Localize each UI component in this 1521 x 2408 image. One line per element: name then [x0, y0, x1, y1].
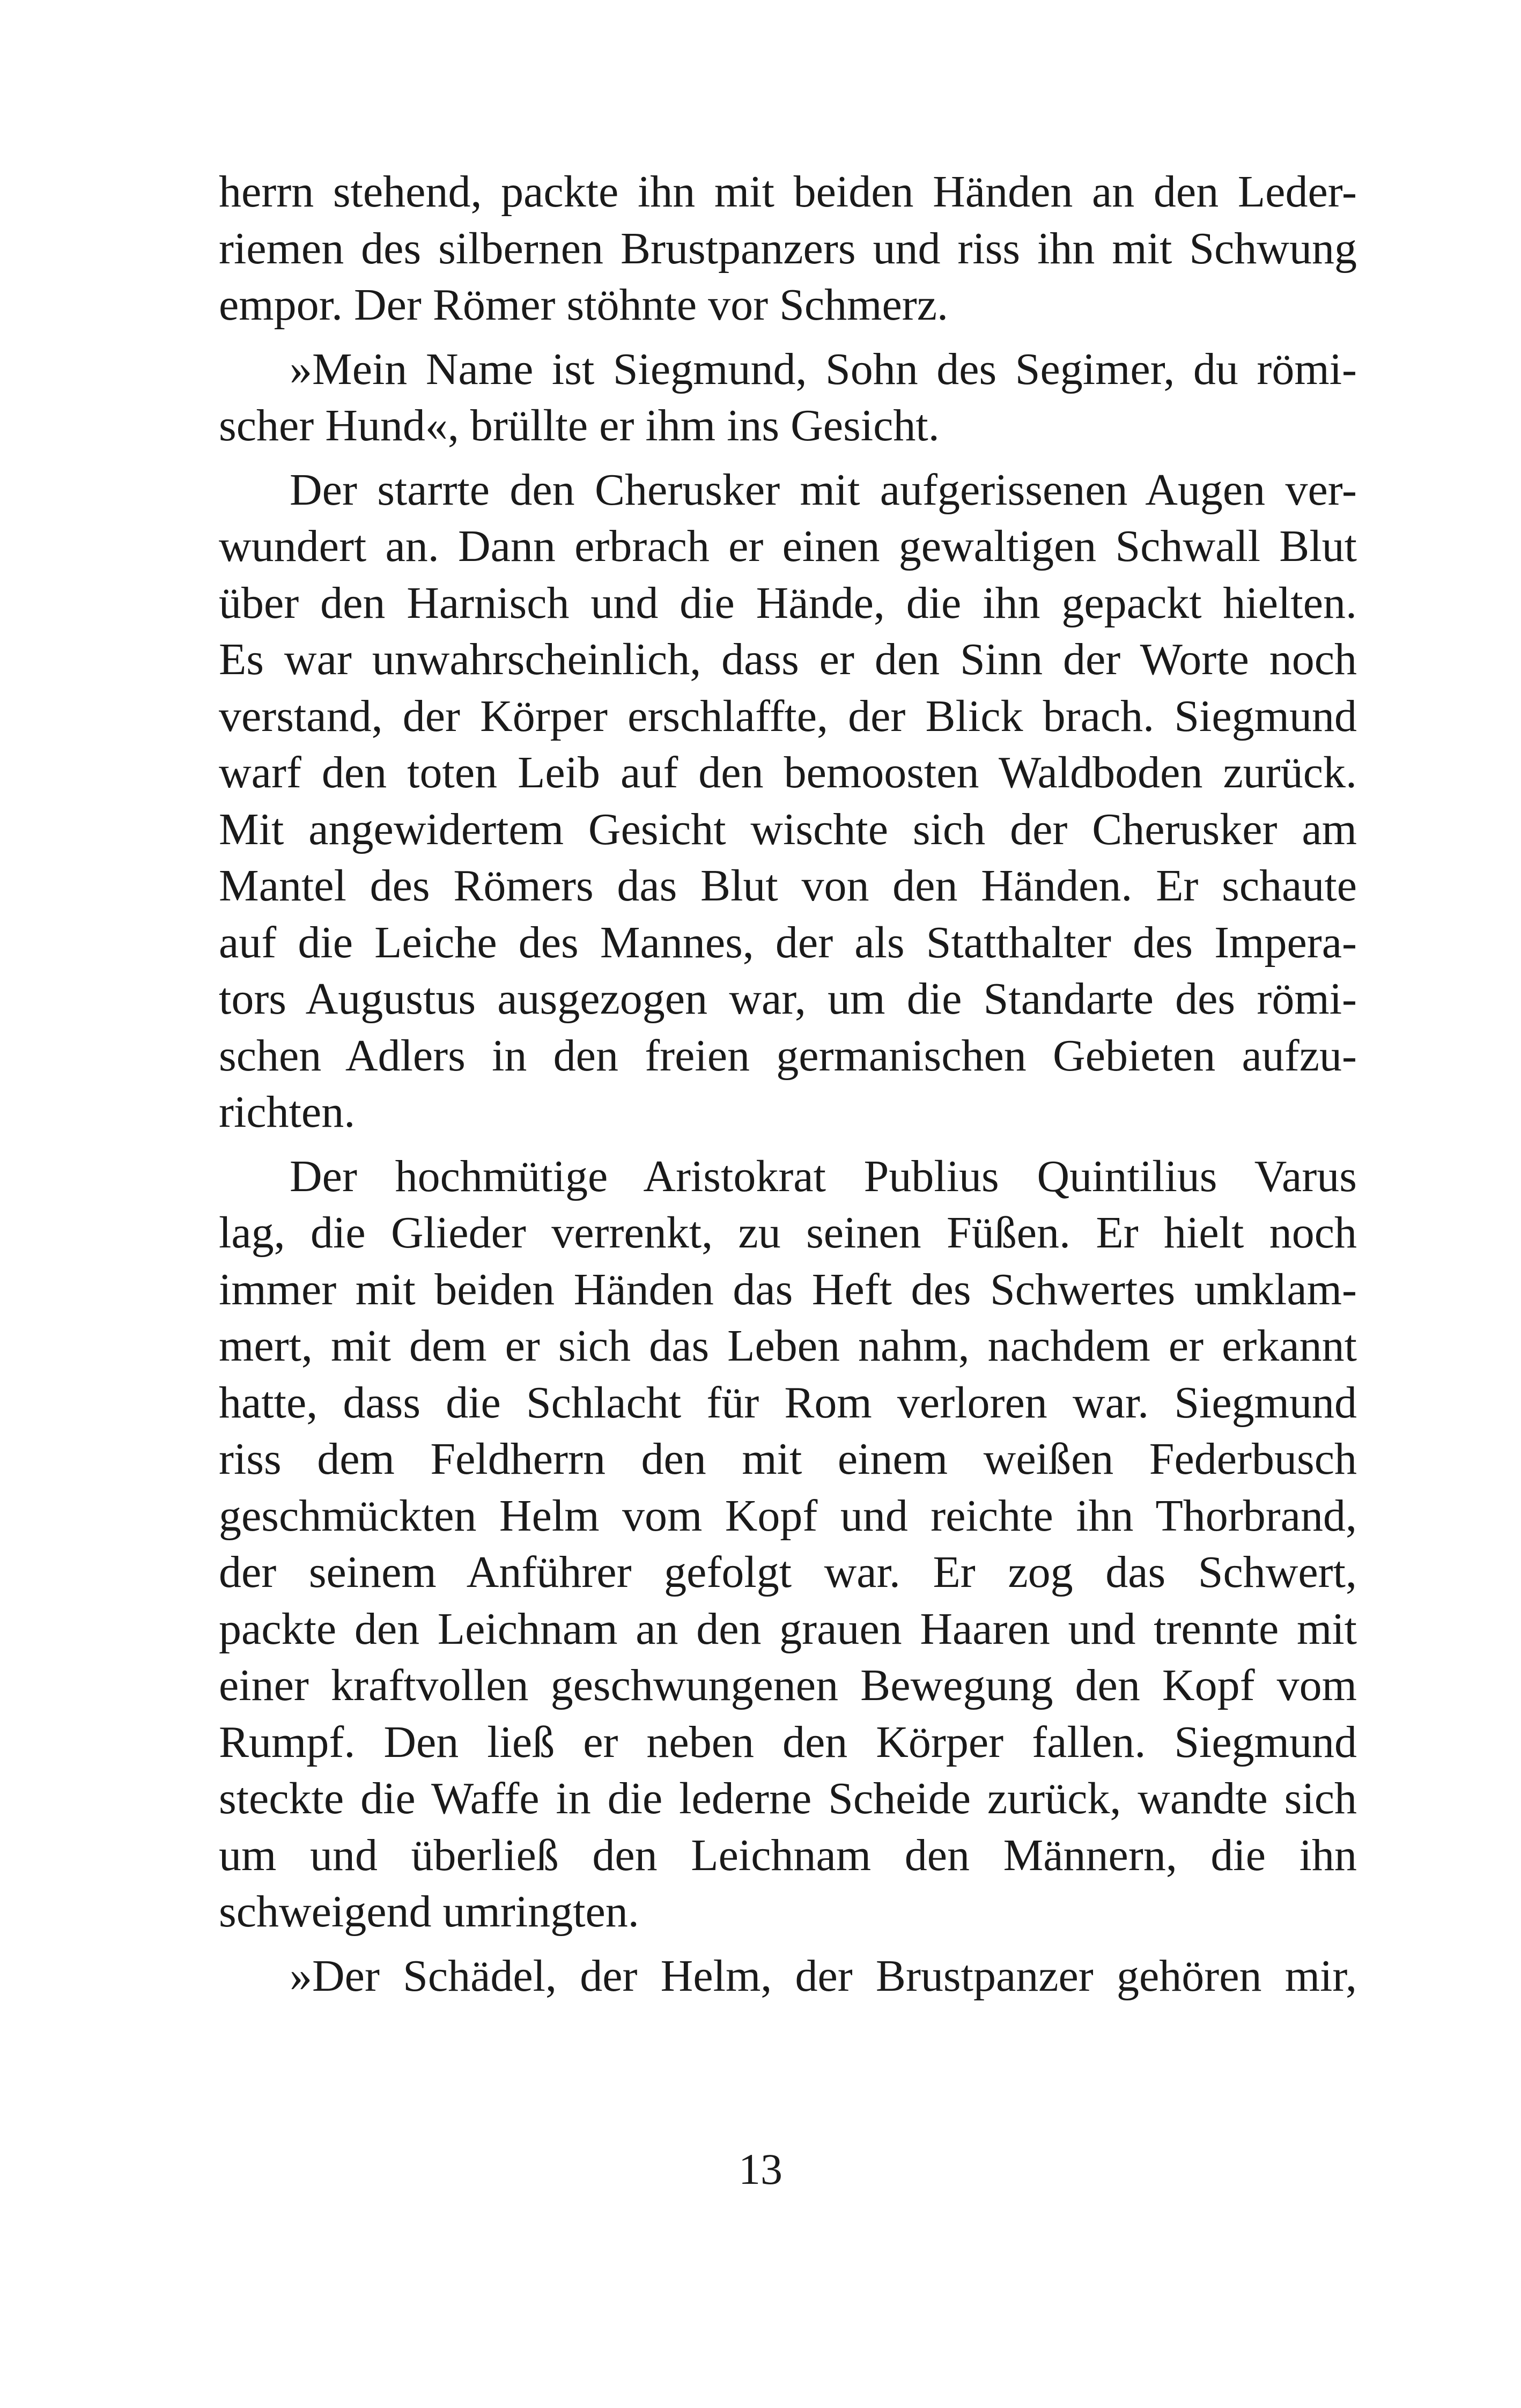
paragraph [219, 1148, 1357, 1940]
text-line: packte den Leichnam an den grauen Haaren und trennte mit [219, 1604, 1357, 1654]
text-line: um und überließ den Leichnam den Männern, die ihn [219, 1830, 1357, 1880]
text-line: mert, mit dem er sich das Leben nahm, nachdem er erkannt [219, 1321, 1357, 1371]
text-line: einer kraftvollen geschwungenen Bewegung den Kopf vom [219, 1660, 1357, 1710]
paragraph [219, 341, 1357, 454]
text-line: hatte, dass die Schlacht für Rom verloren war. Siegmund [219, 1377, 1357, 1428]
paragraph [219, 164, 1357, 334]
text-line: Mantel des Römers das Blut von den Händen. Er schaute [219, 861, 1357, 911]
text-line: Der hochmütige Aristokrat Publius Quintilius Varus [290, 1151, 1357, 1201]
text-line: über den Harnisch und die Hände, die ihn gepackt hielten. [219, 578, 1357, 628]
text-line: schweigend umringten. [219, 1887, 639, 1937]
text-line: schen Adlers in den freien germanischen Gebieten aufzu- [219, 1030, 1357, 1081]
paragraph [219, 462, 1357, 1141]
text-line: verstand, der Körper erschlaffte, der Blick brach. Siegmund [219, 691, 1357, 741]
body-text [219, 164, 1357, 2012]
text-line: warf den toten Leib auf den bemoosten Waldboden zurück. [219, 748, 1357, 797]
text-line: Rumpf. Den ließ er neben den Körper fallen. Siegmund [219, 1717, 1357, 1767]
text-line: der seinem Anführer gefolgt war. Er zog das Schwert, [219, 1547, 1357, 1597]
text-line: Der starrte den Cherusker mit aufgerissenen Augen ver- [290, 464, 1357, 515]
text-line: »Mein Name ist Siegmund, Sohn des Segimer, du römi- [290, 344, 1357, 394]
text-line: immer mit beiden Händen das Heft des Schwertes umklam- [219, 1264, 1357, 1314]
text-line: tors Augustus ausgezogen war, um die Standarte des römi- [219, 974, 1357, 1024]
text-line: richten. [219, 1087, 356, 1137]
text-line: steckte die Waffe in die lederne Scheide zurück, wandte sich [219, 1774, 1357, 1823]
page-number: 13 [739, 2145, 782, 2193]
text-line: auf die Leiche des Mannes, der als Statthalter des Impera- [219, 917, 1357, 967]
paragraph [219, 1948, 1357, 2005]
text-line: »Der Schädel, der Helm, der Brustpanzer gehören mir, [290, 1951, 1357, 2001]
text-line: herrn stehend, packte ihn mit beiden Händen an den Leder- [219, 167, 1357, 217]
text-line: geschmückten Helm vom Kopf und reichte ihn Thorbrand, [219, 1490, 1357, 1541]
text-line: riemen des silbernen Brustpanzers und riss ihn mit Schwung [219, 223, 1357, 274]
text-line: lag, die Glieder verrenkt, zu seinen Füßen. Er hielt noch [219, 1208, 1357, 1258]
text-line: empor. Der Römer stöhnte vor Schmerz. [219, 280, 948, 330]
text-line: Mit angewidertem Gesicht wischte sich der Cherusker am [219, 804, 1357, 854]
text-line: Es war unwahrscheinlich, dass er den Sinn der Worte noch [219, 634, 1357, 684]
text-line: riss dem Feldherrn den mit einem weißen Federbusch [219, 1434, 1357, 1484]
text-line: wundert an. Dann erbrach er einen gewaltigen Schwall Blut [219, 521, 1357, 571]
text-line: scher Hund«, brüllte er ihm ins Gesicht. [219, 401, 940, 450]
